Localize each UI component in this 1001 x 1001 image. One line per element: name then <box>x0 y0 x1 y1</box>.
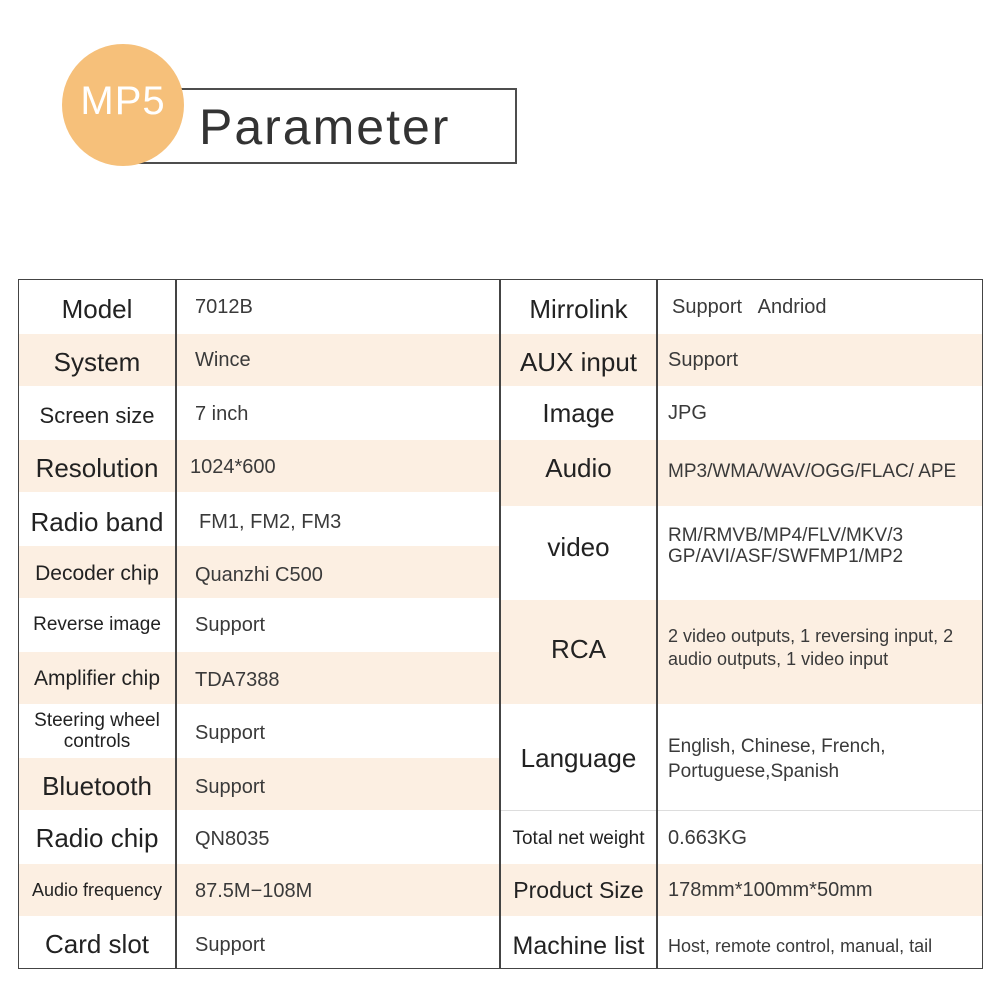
value-screen-size: 7 inch <box>195 403 249 425</box>
value-aux-input: Support <box>668 349 739 371</box>
value-card-slot: Support <box>195 934 266 956</box>
value-audio: MP3/WMA/WAV/OGG/FLAC/ APE <box>668 460 957 482</box>
label-machine-list: Machine list <box>512 932 645 961</box>
label-audio: Audio <box>545 452 612 483</box>
value-resolution: 1024*600 <box>190 456 276 478</box>
value-bluetooth: Support <box>195 776 266 798</box>
label-radio-band: Radio band <box>30 506 164 537</box>
value-reverse-image: Support <box>195 614 266 636</box>
label-total-net-weight: Total net weight <box>512 827 645 849</box>
label-image: Image <box>542 397 615 428</box>
value-video: RM/RMVB/MP4/FLV/MKV/3 GP/AVI/ASF/SWFMP1/MP2 <box>668 525 904 567</box>
label-aux-input: AUX input <box>519 346 638 377</box>
value-decoder-chip: Quanzhi C500 <box>195 564 323 586</box>
value-audio-frequency: 87.5M−108M <box>195 880 313 902</box>
value-radio-band: FM1, FM2, FM3 <box>199 511 342 533</box>
value-steering-wheel-controls: Support <box>195 722 266 744</box>
value-machine-list: Host, remote control, manual, tail <box>668 936 933 957</box>
value-system: Wince <box>195 349 251 371</box>
label-audio-frequency: Audio frequency <box>31 880 163 901</box>
value-rca: 2 video outputs, 1 reversing input, 2 audio outputs, 1 video input <box>668 625 954 669</box>
label-resolution: Resolution <box>35 452 159 483</box>
value-radio-chip: QN8035 <box>195 828 270 850</box>
label-steering-wheel-controls: Steering wheel controls <box>34 710 160 752</box>
value-total-net-weight: 0.663KG <box>668 827 747 849</box>
header <box>0 0 1001 200</box>
label-reverse-image: Reverse image <box>33 613 161 635</box>
value-model: 7012B <box>195 296 253 318</box>
label-mirrolink: Mirrolink <box>529 293 628 324</box>
label-product-size: Product Size <box>513 877 644 904</box>
label-screen-size: Screen size <box>39 402 155 428</box>
mp5-badge <box>62 44 184 166</box>
label-rca: RCA <box>551 633 606 664</box>
label-decoder-chip: Decoder chip <box>35 562 159 586</box>
value-product-size: 178mm*100mm*50mm <box>668 879 873 901</box>
badge-text: MP5 <box>80 78 166 123</box>
value-language: English, Chinese, French, Portuguese,Spanish <box>668 736 886 782</box>
label-model: Model <box>61 293 133 324</box>
label-system: System <box>53 346 141 377</box>
parameter-table <box>18 279 983 969</box>
value-amplifier-chip: TDA7388 <box>195 669 280 691</box>
row-divider <box>501 810 982 811</box>
value-image: JPG <box>668 402 707 424</box>
label-amplifier-chip: Amplifier chip <box>33 667 161 691</box>
label-card-slot: Card slot <box>44 928 150 959</box>
label-language: Language <box>520 742 637 773</box>
label-video: video <box>547 531 610 562</box>
label-bluetooth: Bluetooth <box>42 770 152 801</box>
value-mirrolink: Support Andriod <box>672 296 827 318</box>
label-radio-chip: Radio chip <box>35 822 159 853</box>
page-title: Parameter <box>199 99 451 155</box>
